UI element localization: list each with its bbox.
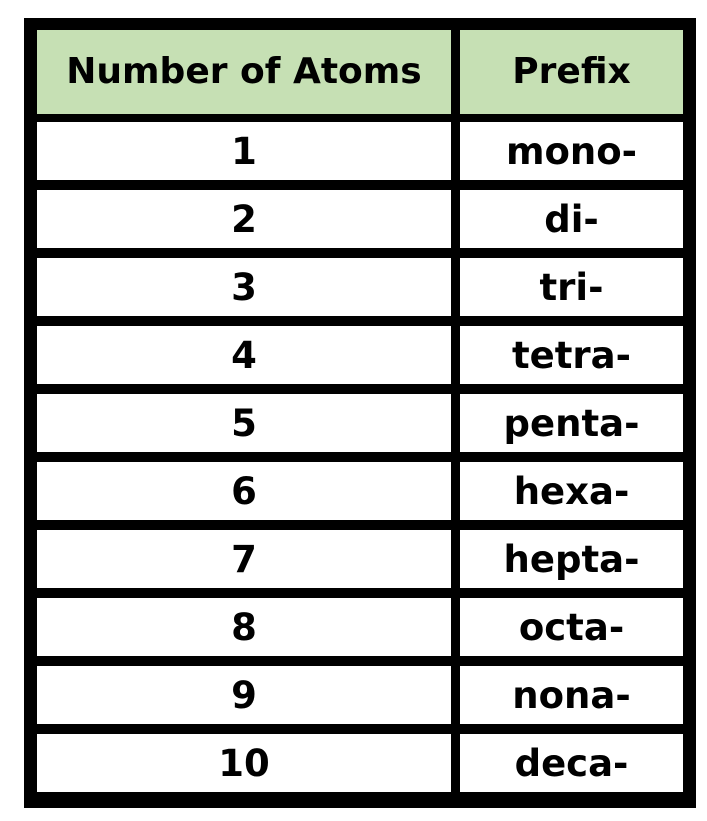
atoms-cell: 1: [37, 122, 451, 180]
prefix-cell: mono-: [460, 122, 683, 180]
header-number-of-atoms: Number of Atoms: [37, 30, 451, 114]
atoms-cell: 9: [37, 666, 451, 724]
prefix-cell: hexa-: [460, 462, 683, 520]
prefix-cell: di-: [460, 190, 683, 248]
prefix-cell: deca-: [460, 734, 683, 792]
atoms-cell: 7: [37, 530, 451, 588]
atoms-cell: 3: [37, 258, 451, 316]
atoms-cell: 8: [37, 598, 451, 656]
atoms-cell: 5: [37, 394, 451, 452]
prefix-cell: tri-: [460, 258, 683, 316]
atoms-cell: 2: [37, 190, 451, 248]
prefix-cell: nona-: [460, 666, 683, 724]
prefix-cell: tetra-: [460, 326, 683, 384]
header-prefix: Prefix: [460, 30, 683, 114]
prefix-cell: octa-: [460, 598, 683, 656]
prefix-cell: penta-: [460, 394, 683, 452]
prefix-table: [24, 18, 696, 808]
atoms-cell: 4: [37, 326, 451, 384]
atoms-cell: 10: [37, 734, 451, 792]
prefix-cell: hepta-: [460, 530, 683, 588]
atoms-cell: 6: [37, 462, 451, 520]
